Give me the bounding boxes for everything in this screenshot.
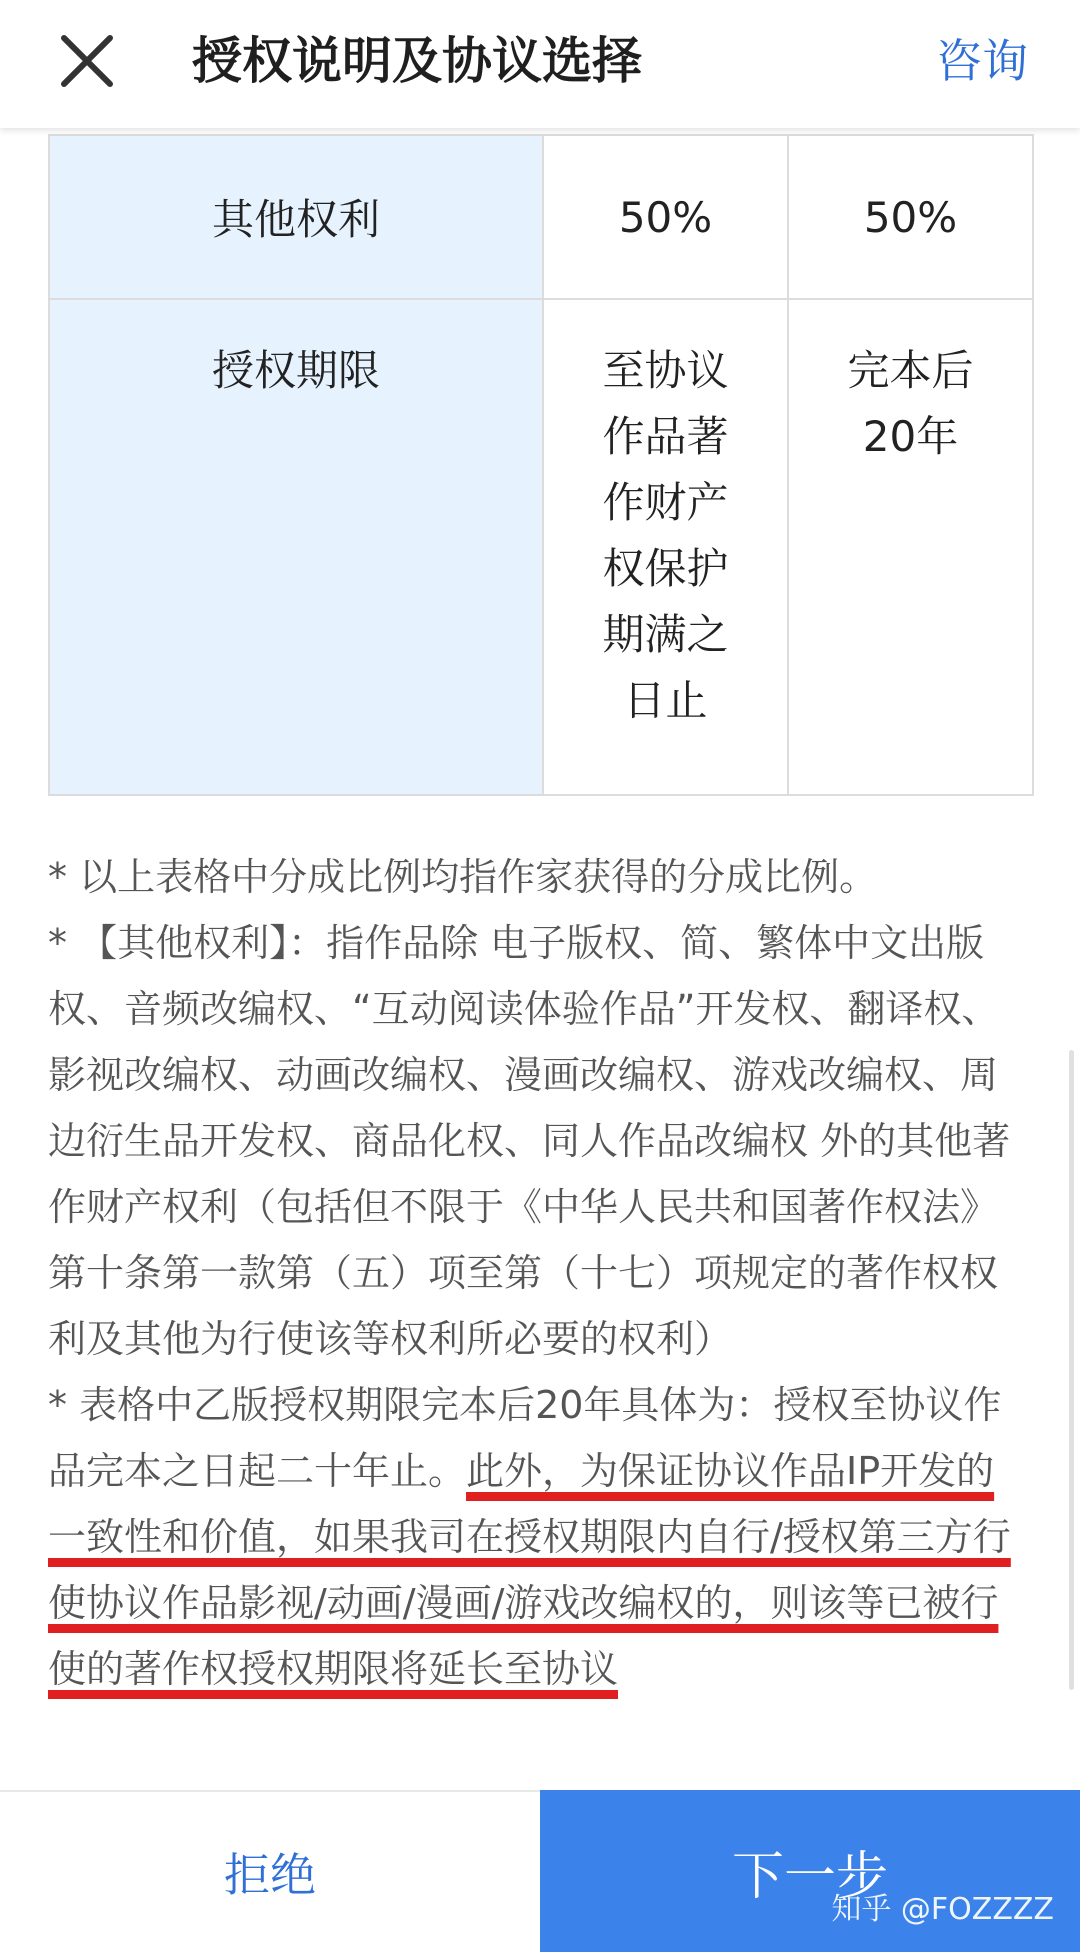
term-b-text: 完本后20年 — [847, 346, 974, 461]
header-bar — [0, 0, 1080, 128]
close-icon — [56, 30, 118, 92]
reject-button[interactable]: 拒绝 — [0, 1790, 540, 1952]
note-term-underlined: 此外，为保证协议作品IP开发的一致性和价值，如果我司在授权期限内自行/授权第三方行使协议作品影视/动画/漫画/游戏改编权的，则该等已被行使的著作权授权期限将延长至协议 — [48, 1449, 1011, 1691]
next-step-label: 下一步 — [731, 1846, 888, 1907]
notes-section — [48, 844, 1032, 1702]
next-step-button[interactable] — [540, 1790, 1080, 1952]
note-term-detail — [48, 1372, 1032, 1702]
note-term-plain: * 表格中乙版授权期限完本后20年具体为：授权至协议作品完本之日起二十年止。 — [48, 1383, 1002, 1493]
page-title: 授权说明及协议选择 — [192, 32, 642, 90]
row-label-term: 授权期限 — [49, 299, 543, 795]
row-label-other-rights: 其他权利 — [49, 135, 543, 299]
cell-version-b-term — [788, 299, 1033, 795]
cell-version-a-term — [543, 299, 788, 795]
note-share-ratio: * 以上表格中分成比例均指作家获得的分成比例。 — [48, 855, 878, 899]
scrollbar[interactable] — [1069, 1050, 1074, 1690]
table-row — [49, 135, 1033, 299]
cell-version-b: 50% — [788, 135, 1033, 299]
watermark: 知乎 @FOZZZZ — [831, 1892, 1054, 1927]
rights-table — [48, 134, 1032, 794]
note-other-rights: * 【其他权利】：指作品除 电子版权、简、繁体中文出版权、音频改编权、“互动阅读体验作品”开发权、翻译权、影视改编权、动画改编权、漫画改编权、游戏改编权、周边衍生品开发权、商品化权、同人作品改编权 外的其他著作财产权利（包括但不限于《中华人民共和国著作权法》第十条第一款第（五）项至第（十七）项规定的著作权权利及其他为行使该等权利所必要的权利） — [48, 921, 1011, 1361]
cell-version-a: 50% — [543, 135, 788, 299]
consult-button[interactable]: 咨询 — [936, 34, 1028, 88]
close-button[interactable] — [56, 30, 118, 92]
term-a-text: 至协议作品著作财产权保护期满之日止 — [602, 346, 729, 725]
table-row — [49, 299, 1033, 795]
bottom-action-bar — [0, 1790, 1080, 1952]
